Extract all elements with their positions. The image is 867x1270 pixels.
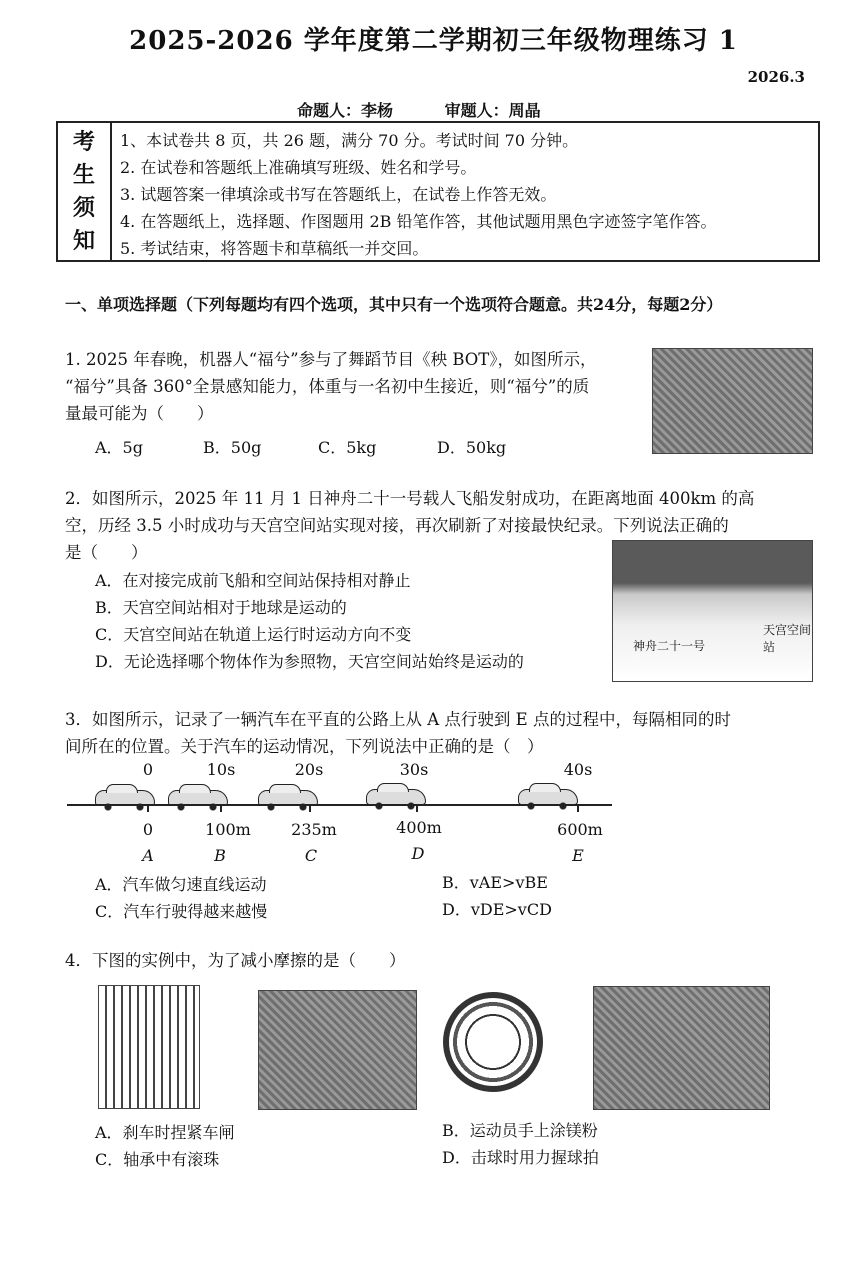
question-1	[65, 346, 597, 427]
q4-option-d: D．击球时用力握球拍	[442, 1148, 599, 1167]
notice-label: 考 生 须 知	[58, 123, 112, 260]
time-label: 20s	[294, 760, 324, 779]
q3-option-a: A．汽车做匀速直线运动	[95, 875, 267, 894]
tick-mark	[416, 804, 418, 812]
reviewer: 审题人：周晶	[444, 101, 541, 120]
question-4: 4．下图的实例中，为了减小摩擦的是（ ）	[65, 951, 406, 970]
question-3	[65, 706, 731, 760]
distance-label: 600m	[557, 820, 603, 839]
distance-label: 400m	[396, 818, 442, 837]
q4-option-b: B．运动员手上涂镁粉	[442, 1121, 598, 1140]
distance-label: 100m	[205, 820, 251, 839]
ship-label: 神舟二十一号	[633, 639, 706, 653]
bearing-image	[443, 992, 543, 1092]
robot-dance-photo	[652, 348, 813, 454]
notice-box	[56, 121, 820, 262]
notice-item: 4. 在答题纸上，选择题、作图题用 2B 铅笔作答，其他试题用黑色字迹签字笔作答。	[120, 212, 717, 231]
time-label: 40s	[563, 760, 593, 779]
time-label: 10s	[206, 760, 236, 779]
distance-label: 235m	[291, 820, 337, 839]
q3-option-c: C．汽车行驶得越来越慢	[95, 902, 268, 921]
point-label: D	[411, 844, 425, 863]
notice-list	[120, 127, 716, 262]
q3-line: 3．如图所示，记录了一辆汽车在平直的公路上从 A 点行驶到 E 点的过程中，每隔相同的时	[65, 710, 731, 729]
chalk-hands-photo	[258, 990, 417, 1110]
q4-option-c: C．轴承中有滚珠	[95, 1150, 220, 1169]
point-label: A	[142, 846, 154, 865]
q1-line: “福兮”具备 360°全景感知能力，体重与一名初中生接近，则“福兮”的质	[65, 377, 590, 396]
time-label: 0	[142, 760, 154, 779]
exam-date: 2026.3	[747, 68, 805, 86]
q1-option-c: C．5kg	[318, 438, 377, 457]
q3-line: 间所在的位置。关于汽车的运动情况，下列说法中正确的是（ ）	[65, 737, 544, 756]
q2-line: 是（ ）	[65, 543, 148, 562]
q2-options	[95, 567, 524, 675]
table-tennis-photo	[593, 986, 770, 1110]
car-icon	[366, 789, 426, 805]
car-icon	[518, 789, 578, 805]
q2-option-a: A．在对接完成前飞船和空间站保持相对静止	[95, 571, 411, 590]
authors	[297, 98, 587, 121]
q3-option-b: B．vAE>vBE	[442, 873, 548, 892]
spacecraft-docking-photo	[612, 540, 813, 682]
q1-option-d: D．50kg	[437, 438, 507, 457]
station-label: 天宫空间站	[763, 623, 812, 654]
notice-item: 3. 试题答案一律填涂或书写在答题纸上，在试卷上作答无效。	[120, 185, 557, 204]
point-label: E	[572, 846, 584, 865]
q2-option-c: C．天宫空间站在轨道上运行时运动方向不变	[95, 625, 412, 644]
q1-option-b: B．50g	[203, 438, 262, 457]
distance-label: 0	[142, 820, 154, 839]
q2-line: 空，历经 3.5 小时成功与天宫空间站实现对接，再次刷新了对接最快纪录。下列说法正确的	[65, 516, 729, 535]
tick-mark	[309, 804, 311, 812]
notice-item: 5. 考试结束，将答题卡和草稿纸一并交回。	[120, 239, 429, 258]
q1-line: 量最可能为（ ）	[65, 404, 214, 423]
notice-item: 1、本试卷共 8 页，共 26 题，满分 70 分。考试时间 70 分钟。	[120, 131, 579, 150]
tick-mark	[220, 804, 222, 812]
time-label: 30s	[399, 760, 429, 779]
notice-item: 2. 在试卷和答题纸上准确填写班级、姓名和学号。	[120, 158, 477, 177]
section-heading: 一、单项选择题（下列每题均有四个选项，其中只有一个选项符合题意。共24分，每题2分）	[65, 295, 723, 314]
page-title: 2025-2026 学年度第二学期初三年级物理练习 1	[129, 26, 738, 56]
q1-line: 1. 2025 年春晚，机器人“福兮”参与了舞蹈节目《秧 BOT》，如图所示，	[65, 350, 597, 369]
tick-mark	[577, 804, 579, 812]
q2-line: 2．如图所示，2025 年 11 月 1 日神舟二十一号载人飞船发射成功，在距离地面 400km 的高	[65, 489, 755, 508]
setter: 命题人：李杨	[297, 101, 394, 120]
point-label: C	[304, 846, 318, 865]
q4-option-a: A．刹车时捏紧车闸	[95, 1123, 235, 1142]
q1-option-a: A．5g	[95, 438, 143, 457]
point-label: B	[214, 846, 226, 865]
q3-option-d: D．vDE>vCD	[442, 900, 552, 919]
q2-option-b: B．天宫空间站相对于地球是运动的	[95, 598, 347, 617]
bike-brake-image	[98, 985, 200, 1109]
tick-mark	[147, 804, 149, 812]
q2-option-d: D．无论选择哪个物体作为参照物，天宫空间站始终是运动的	[95, 652, 524, 671]
